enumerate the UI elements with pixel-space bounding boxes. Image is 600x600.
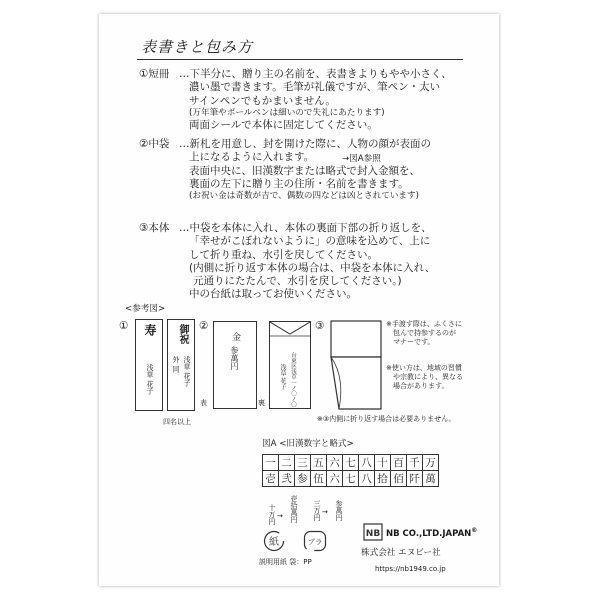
strip-kotobuki-name: 浅草 花子 <box>146 364 154 395</box>
section2-body <box>179 138 431 203</box>
kanji-cell: 十 <box>375 455 391 471</box>
kanji-cell: 壱 <box>263 471 279 487</box>
back-name: 浅草 花子 <box>279 364 286 390</box>
section3-line: して折り重ね、水引を戻してください。 <box>189 248 378 261</box>
kanji-cell: 八 <box>359 471 375 487</box>
strip-oiwai-name: 浅草 花子 <box>183 356 191 387</box>
arrow-icon: → <box>277 512 283 520</box>
kanji-cell: 六 <box>327 471 343 487</box>
kanji-table-row <box>263 455 439 471</box>
paper-mark-text: 紙 <box>269 537 279 548</box>
nakabukuro-front <box>213 321 257 409</box>
page-title: 表書きと包み方 <box>141 38 254 56</box>
section2-note: (お祝い金は奇数が吉で、偶数の四などは凶とされています) <box>189 191 419 202</box>
section3-line: 元通りにたたんで、水引を戻してください。) <box>193 275 402 288</box>
kanji-cell: 八 <box>359 455 375 471</box>
paper-recycle-icon <box>263 530 285 552</box>
nakabukuro-back <box>269 321 311 409</box>
kanji-cell: 佰 <box>391 471 407 487</box>
note-region <box>386 364 463 391</box>
section1-note: (万年筆やボールペンは細いので失礼にあたります) <box>189 107 385 118</box>
registered-mark: ® <box>471 527 478 534</box>
kanji-numeral-table <box>262 454 439 487</box>
figure-number-1: ① <box>119 320 129 332</box>
kanji-cell: 万 <box>423 455 439 471</box>
kanji-cell: 五 <box>311 455 327 471</box>
logo-mark-text: NB <box>365 529 381 539</box>
kanji-cell: 七 <box>343 455 359 471</box>
section3-line: …中袋を本体に入れ、本体の裏面下部の折り返しを、 <box>179 222 432 234</box>
example1-to: 壱拾萬円 <box>290 495 298 523</box>
note-line: 場合があります。 <box>393 382 449 390</box>
figure-number-3: ③ <box>315 320 325 332</box>
figure-a-reference: →図A参照 <box>342 154 381 164</box>
company-name-en <box>386 527 477 539</box>
kanji-table-row <box>263 471 439 487</box>
section2-line: 裏面の左下に贈り主の住所・名前を書きます。 <box>189 177 409 190</box>
note-fukusa <box>386 320 462 347</box>
kanji-cell: 阡 <box>407 471 423 487</box>
kanji-cell: 千 <box>407 455 423 471</box>
section3-line: 「幸せがこぼれないように」の意味を込めて、上に <box>189 235 431 248</box>
section2-line: …新札を用意し、封を開けた際に、人物の顔が表面の <box>179 138 431 150</box>
back-address: 台東区浅草一ノ〇ノ〇 <box>290 352 296 407</box>
kanji-cell: 百 <box>391 455 407 471</box>
section1-line: …下半分に、贈り主の名前を、表書きよりもやや小さく、 <box>179 68 452 80</box>
kanji-cell: 参 <box>295 471 311 487</box>
section2-line: 表面中央に、旧漢数字または略式で封入金額を、 <box>189 164 420 177</box>
note-line: ※手渡す際は、ふくさに <box>386 320 462 328</box>
label-back: 裏 <box>258 399 265 407</box>
note-line: や宗教により、異なる <box>393 373 463 381</box>
kanji-cell: 六 <box>327 455 343 471</box>
kanji-cell: 萬 <box>423 471 439 487</box>
section1-line: 濃い墨で書きます。毛筆が礼儀ですが、筆ペン・太い <box>189 81 441 94</box>
honntai-fold-illustration <box>325 317 385 413</box>
section3-line: (内側に折り返す本体の場合は、中袋を本体に入れ、 <box>189 261 436 274</box>
example1-from: 十万円 <box>268 504 276 525</box>
kanji-cell: 拾 <box>375 471 391 487</box>
kanji-table-body <box>263 455 439 487</box>
section3-label: ③本体 <box>139 222 170 234</box>
figure-a-caption: 図A <旧漢数字と略式> <box>262 439 354 449</box>
arrow-icon: → <box>322 508 328 516</box>
strip-oiwai-name2: 外 同 <box>172 356 180 373</box>
figure-number-2: ② <box>199 320 209 332</box>
recycle-caption: 説明用紙 袋：PP <box>259 558 312 566</box>
example2-from: 三万円 <box>313 500 321 521</box>
caption-four-names: 四名以上 <box>163 418 191 426</box>
kanji-cell: 弐 <box>279 471 295 487</box>
note-line: 包んで持参するのが <box>393 329 456 337</box>
section1-label: ①短冊 <box>139 68 170 80</box>
kanji-cell: 二 <box>279 455 295 471</box>
company-url: https://nb1949.co.jp <box>375 565 446 573</box>
label-front: 表 <box>200 399 207 407</box>
company-name-ja: 株式会社 エヌビー社 <box>361 548 441 558</box>
company-en-text: NB CO.,LTD.JAPAN <box>386 528 472 539</box>
kanji-cell: 一 <box>263 455 279 471</box>
title-underline <box>137 59 463 60</box>
instruction-card <box>99 14 499 586</box>
note-line: ※使い方は、地域の習慣 <box>386 364 462 372</box>
section1-line: サインペンでもかまいません。 <box>189 94 336 107</box>
nb-logo-icon <box>363 523 383 541</box>
kanji-cell: 伍 <box>311 471 327 487</box>
tanzaku-strip-kotobuki <box>135 319 163 411</box>
section3-line: 中の台紙は取ってお使いください。 <box>189 288 357 301</box>
front-amount-label: 金 <box>230 332 240 341</box>
example2-to: 参萬円 <box>335 500 343 521</box>
section2-label: ②中袋 <box>139 138 170 150</box>
section2-line: 上になるように入れます。 <box>189 151 315 164</box>
front-amount: 参萬円 <box>230 346 239 370</box>
section3-body <box>179 222 435 302</box>
kanji-cell: 七 <box>343 471 359 487</box>
plastic-recycle-icon <box>303 530 327 552</box>
envelope-flap-icon <box>270 322 310 342</box>
strip-oiwai-text: 御祝 <box>177 324 188 344</box>
reference-header: <参考図> <box>125 304 166 314</box>
note-inner-fold: ※③内側に折り返す場合は必要ありません。 <box>317 415 456 423</box>
note-line: マナーです。 <box>393 338 435 346</box>
section1-line: 両面シールで本体に固定してください。 <box>189 119 378 132</box>
section1-body <box>179 68 452 133</box>
plastic-mark-text: プラ <box>307 537 323 547</box>
strip-kotobuki-text: 寿 <box>143 324 157 336</box>
tanzaku-strip-oiwai <box>167 319 195 411</box>
kanji-cell: 三 <box>295 455 311 471</box>
